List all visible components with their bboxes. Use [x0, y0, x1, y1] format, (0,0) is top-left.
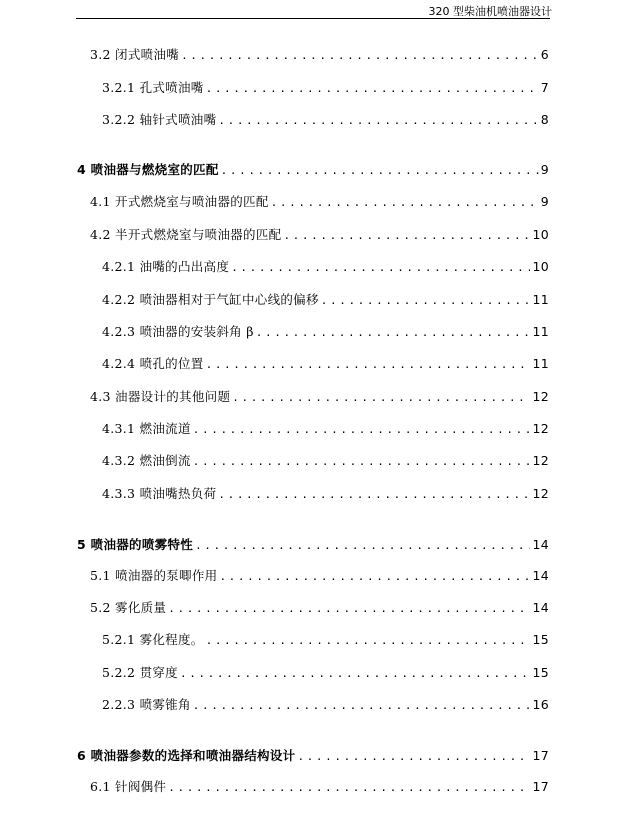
toc-entry[interactable]: [90, 598, 549, 616]
toc-entry-page: 12: [532, 486, 549, 501]
toc-entry[interactable]: [77, 160, 549, 178]
dot-leader: [283, 229, 530, 242]
toc-entry-page: 14: [532, 537, 549, 552]
dot-leader: [168, 602, 530, 615]
toc-entry[interactable]: [77, 535, 549, 553]
running-header: 320 型柴油机喷油器设计: [428, 5, 552, 18]
toc-entry-page: 10: [532, 227, 549, 242]
toc-entry[interactable]: [102, 630, 549, 648]
dot-leader: [195, 539, 530, 552]
toc-entry-label: 5.2.1 雾化程度。: [102, 632, 204, 647]
toc-entry-page: 9: [540, 194, 549, 209]
toc-entry-page: 12: [532, 421, 549, 436]
toc-entry-label: 4.2.3 喷油器的安装斜角 β: [102, 324, 254, 339]
dot-leader: [180, 667, 531, 680]
toc-entry[interactable]: [102, 78, 549, 96]
toc-entry-page: 11: [532, 324, 549, 339]
toc-entry-label: 3.2 闭式喷油嘴: [90, 47, 180, 62]
toc-entry-page: 11: [532, 356, 549, 371]
toc-entry-page: 14: [532, 568, 549, 583]
toc-entry[interactable]: [102, 663, 549, 681]
toc-entry-page: 15: [532, 665, 549, 680]
dot-leader: [218, 488, 530, 501]
toc-entry[interactable]: [102, 110, 549, 128]
toc-entry-page: 9: [540, 162, 549, 177]
toc-entry[interactable]: [90, 566, 549, 584]
dot-leader: [168, 781, 530, 794]
toc-entry[interactable]: [102, 322, 549, 340]
dot-leader: [297, 750, 530, 763]
toc-entry[interactable]: [90, 45, 549, 63]
toc-entry-label: 6 喷油器参数的选择和喷油器结构设计: [77, 748, 296, 763]
toc-entry-label: 5 喷油器的喷雾特性: [77, 537, 194, 552]
toc-entry-page: 12: [532, 453, 549, 468]
toc-entry-label: 4.3.3 喷油嘴热负荷: [102, 486, 217, 501]
toc-entry-label: 4.2 半开式燃烧室与喷油器的匹配: [90, 227, 282, 242]
toc-entry[interactable]: [90, 387, 549, 405]
dot-leader: [221, 164, 539, 177]
toc-entry[interactable]: [102, 419, 549, 437]
dot-leader: [271, 196, 539, 209]
toc-entry-page: 8: [540, 112, 549, 127]
toc-entry-page: 15: [532, 632, 549, 647]
toc-entry-label: 3.2.1 孔式喷油嘴: [102, 80, 204, 95]
toc-entry-label: 4.2.2 喷油器相对于气缸中心线的偏移: [102, 292, 319, 307]
toc-entry-label: 4.2.1 油嘴的凸出高度: [102, 259, 230, 274]
toc-entry[interactable]: [102, 695, 549, 713]
toc-entry[interactable]: [102, 451, 549, 469]
toc-entry-label: 4.1 开式燃烧室与喷油器的匹配: [90, 194, 269, 209]
toc-entry-label: 3.2.2 轴针式喷油嘴: [102, 112, 217, 127]
dot-leader: [218, 114, 538, 127]
dot-leader: [193, 699, 531, 712]
toc-entry[interactable]: [102, 257, 549, 275]
dot-leader: [232, 391, 530, 404]
dot-leader: [193, 423, 531, 436]
dot-leader: [181, 49, 539, 62]
toc-entry-page: 12: [532, 389, 549, 404]
toc-entry-page: 7: [540, 80, 549, 95]
toc-entry-page: 10: [532, 259, 549, 274]
toc-entry[interactable]: [77, 746, 549, 764]
dot-leader: [219, 570, 530, 583]
toc-entry-label: 4 喷油器与燃烧室的匹配: [77, 162, 219, 177]
toc-entry-label: 4.2.4 喷孔的位置: [102, 356, 204, 371]
toc-entry-label: 4.3.1 燃油流道: [102, 421, 191, 436]
toc-entry-label: 2.2.3 喷雾锥角: [102, 697, 191, 712]
dot-leader: [193, 455, 531, 468]
toc-entry[interactable]: [90, 192, 549, 210]
toc-entry[interactable]: [90, 777, 549, 795]
toc-entry-page: 6: [540, 47, 549, 62]
toc-entry-page: 17: [532, 779, 549, 794]
toc-entry-label: 4.3.2 燃油倒流: [102, 453, 191, 468]
toc-entry-label: 5.2.2 贯穿度: [102, 665, 178, 680]
toc-entry-label: 5.2 雾化质量: [90, 600, 167, 615]
dot-leader: [321, 294, 531, 307]
dot-leader: [256, 326, 531, 339]
toc-entry-label: 6.1 针阀偶件: [90, 779, 167, 794]
toc-entry-label: 4.3 油器设计的其他问题: [90, 389, 231, 404]
dot-leader: [206, 82, 539, 95]
dot-leader: [206, 634, 531, 647]
toc-entry-page: 11: [532, 292, 549, 307]
toc-entry-page: 14: [532, 600, 549, 615]
dot-leader: [206, 358, 531, 371]
dot-leader: [231, 261, 530, 274]
toc-entry[interactable]: [102, 354, 549, 372]
toc-entry-page: 17: [532, 748, 549, 763]
toc-entry[interactable]: [102, 484, 549, 502]
toc-entry[interactable]: [90, 225, 549, 243]
toc-entry-page: 16: [532, 697, 549, 712]
toc-entry[interactable]: [102, 290, 549, 308]
toc-entry-label: 5.1 喷油器的泵唧作用: [90, 568, 218, 583]
